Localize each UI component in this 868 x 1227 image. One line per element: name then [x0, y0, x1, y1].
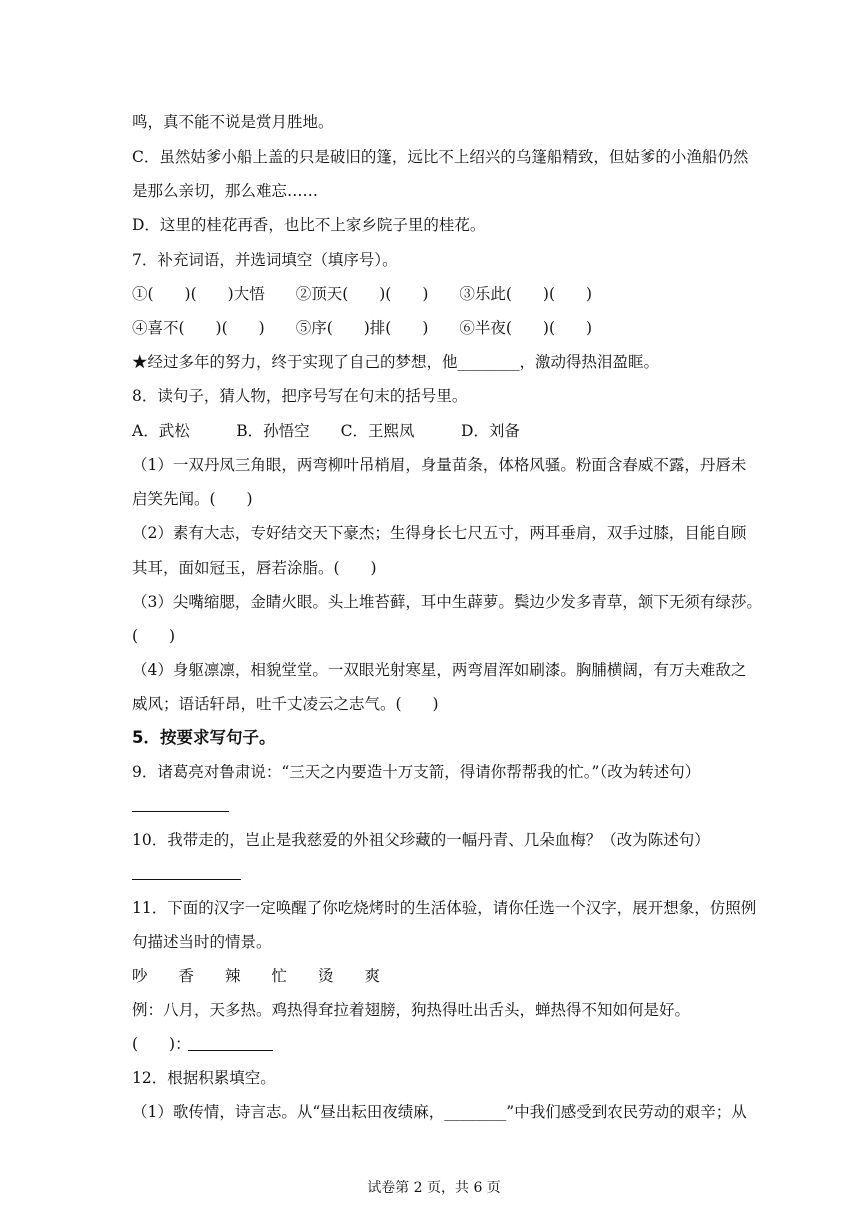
answer-blank-11 [188, 1050, 273, 1051]
q8-item-2: （2）素有大志，专好结交天下豪杰；生得身长七尺五寸，两耳垂肩，双手过膝，目能自顾 [132, 524, 747, 542]
question-11-cont: 句描述当时的情景。 [132, 933, 272, 951]
question-11: 11．下面的汉字一定唤醒了你吃烧烤时的生活体验，请你任选一个汉字，展开想象，仿照例 [132, 899, 757, 917]
q8-item-1: （1）一双丹凤三角眼，两弯柳叶吊梢眉，身量苗条，体格风骚。粉面含春威不露，丹唇未 [132, 456, 747, 474]
q8-item-1-cont: 启笑先闻。( ) [132, 490, 253, 508]
q11-answer-prompt: ( )： [132, 1035, 191, 1053]
option-c-line: C．虽然姑爹小船上盖的只是破旧的篷，远比不上绍兴的乌篷船精致，但姑爹的小渔船仍然 [132, 148, 749, 166]
question-9: 9．诸葛亮对鲁肃说：“三天之内要造十万支箭，得请你帮帮我的忙。”（改为转述句） [132, 763, 701, 781]
q11-characters: 吵 香 辣 忙 烫 爽 [132, 967, 381, 985]
q8-options: A．武松 B．孙悟空 C．王熙凤 D．刘备 [132, 422, 520, 440]
section-title-5: 5．按要求写句子。 [132, 728, 276, 747]
answer-blank-10 [132, 879, 241, 880]
q12-item-1: （1）歌传情，诗言志。从“昼出耘田夜绩麻，________”中我们感受到农民劳动的艰辛；从 [132, 1103, 747, 1121]
q8-item-3: （3）尖嘴缩腮，金睛火眼。头上堆苔藓，耳中生薜萝。鬓边少发多青草，颔下无须有绿莎。 [132, 593, 762, 611]
q8-item-3-cont: ( ) [132, 627, 176, 645]
q7-fill-sentence: ★经过多年的努力，终于实现了自己的梦想，他________，激动得热泪盈眶。 [132, 353, 660, 371]
text-line: 是那么亲切，那么难忘…… [132, 182, 319, 200]
q7-words-row-2: ④喜不( )( ) ⑤序( )排( ) ⑥半夜( )( ) [132, 319, 593, 337]
question-8: 8．读句子，猜人物，把序号写在句末的括号里。 [132, 387, 468, 405]
q8-item-4: （4）身躯凛凛，相貌堂堂。一双眼光射寒星，两弯眉浑如刷漆。胸脯横阔，有万夫难敌之 [132, 661, 747, 679]
q8-item-4-cont: 威风；语话轩昂，吐千丈凌云之志气。( ) [132, 695, 439, 713]
text-line: 鸣，真不能不说是赏月胜地。 [132, 113, 334, 131]
question-7: 7．补充词语，并选词填空（填序号）。 [132, 251, 398, 269]
question-12: 12．根据积累填空。 [132, 1069, 276, 1087]
q11-example: 例：八月，天多热。鸡热得耷拉着翅膀，狗热得吐出舌头，蝉热得不知如何是好。 [132, 1001, 691, 1019]
answer-blank-9 [132, 811, 229, 812]
q8-item-2-cont: 其耳，面如冠玉，唇若涂脂。( ) [132, 559, 377, 577]
question-10: 10．我带走的，岂止是我慈爱的外祖父珍藏的一幅丹青、几朵血梅？（改为陈述句） [132, 831, 710, 849]
q7-words-row-1: ①( )( )大悟 ②顶天( )( ) ③乐此( )( ) [132, 285, 593, 303]
option-d-line: D．这里的桂花再香，也比不上家乡院子里的桂花。 [132, 216, 486, 234]
page-footer: 试卷第 2 页，共 6 页 [367, 1180, 501, 1196]
